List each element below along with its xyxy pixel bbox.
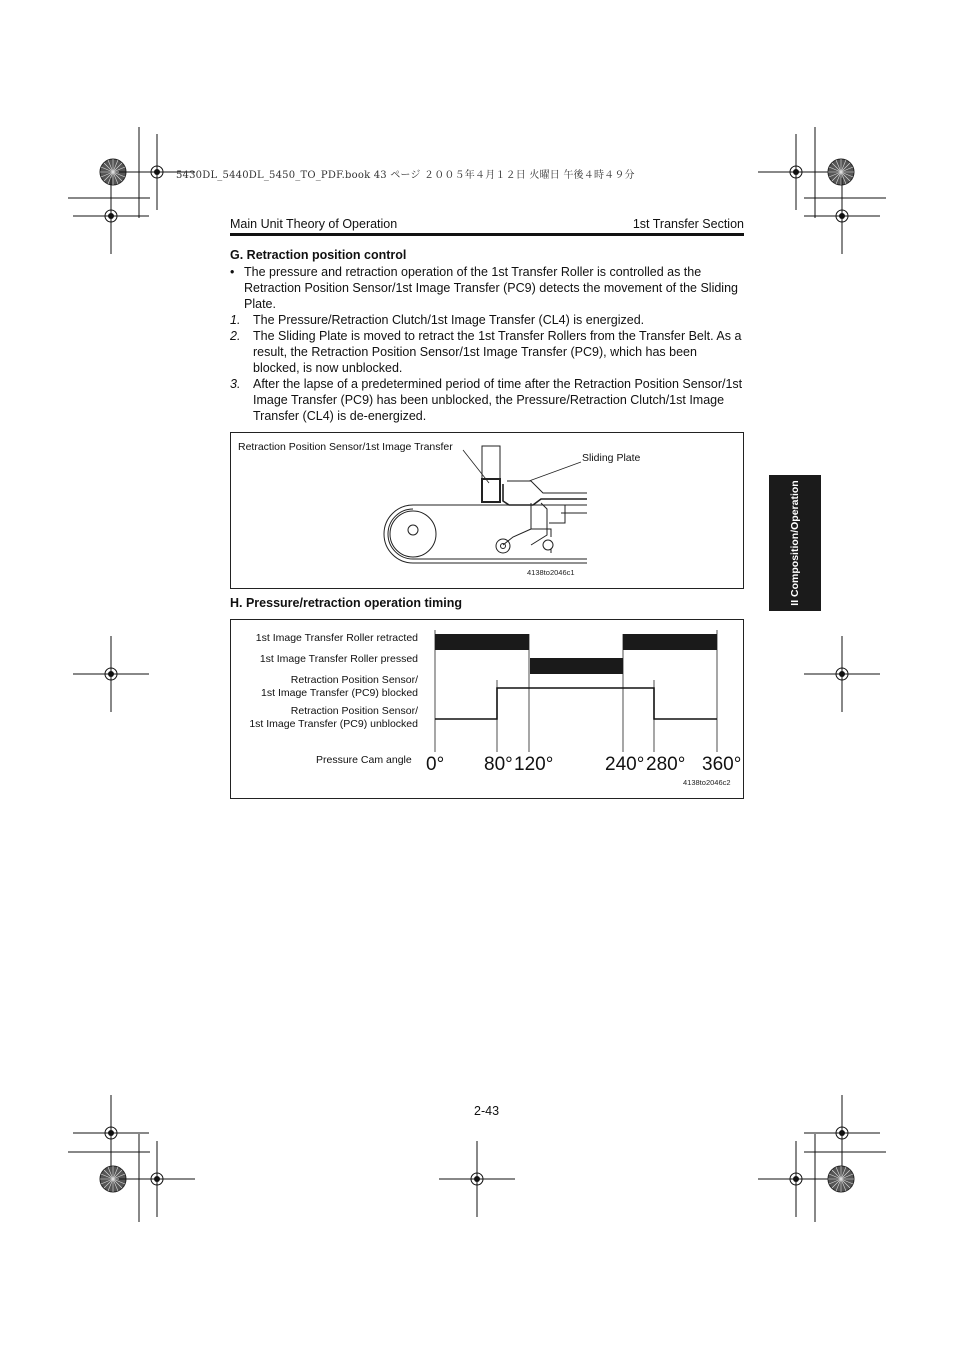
row-blocked-line-2: 1st Image Transfer (PC9) blocked <box>261 687 418 699</box>
pressed-bar <box>530 658 623 674</box>
figure-2-id: 4138to2046c2 <box>683 778 731 787</box>
angle-tick-360: 360° <box>702 754 742 775</box>
row-blocked-label <box>261 674 418 700</box>
figure-1-id: 4138to2046c1 <box>527 568 575 577</box>
sensor-waveform <box>435 688 717 719</box>
side-tab-label: II Composition/Operation <box>789 480 801 606</box>
bullet-item <box>230 264 744 312</box>
side-tab <box>769 475 821 611</box>
row-unblocked-label <box>249 705 418 731</box>
bullet-text: The pressure and retraction operation of the 1st Transfer Roller is controlled as the Retraction Position Sensor/1st Image Transfer (PC9) detects the movement of the Sliding Plate. <box>244 265 738 311</box>
step-2-text: The Sliding Plate is moved to retract the 1st Transfer Rollers from the Transfer Belt. As a result, the Retraction Position Sensor/1st Image Transfer (PC9), which has been blocked, is now unblocked. <box>253 329 742 375</box>
section-g-heading: G. Retraction position control <box>230 248 407 262</box>
step-1-text: The Pressure/Retraction Clutch/1st Image Transfer (CL4) is energized. <box>253 313 645 327</box>
bullet-mark: • <box>230 265 235 279</box>
retracted-bar-1 <box>435 634 529 650</box>
page-number: 2-43 <box>474 1104 500 1118</box>
section-h-heading: H. Pressure/retraction operation timing <box>230 596 462 610</box>
step-2-number: 2. <box>230 329 241 343</box>
row-blocked-line-1: Retraction Position Sensor/ <box>290 674 418 686</box>
header-rule <box>230 233 744 236</box>
mechanism-figure <box>230 432 744 589</box>
section-g-body <box>230 264 744 424</box>
timing-chart-figure <box>230 619 744 799</box>
retracted-bar-2 <box>623 634 717 650</box>
header-right: 1st Transfer Section <box>632 217 744 231</box>
angle-tick-240: 240° <box>605 754 645 775</box>
step-1 <box>230 312 744 328</box>
cam-angle-label: Pressure Cam angle <box>316 754 412 766</box>
angle-tick-280: 280° <box>646 754 686 775</box>
step-3-text: After the lapse of a predetermined period of time after the Retraction Position Sensor/1st Image Transfer (PC9) has been unblocked, the Pressure/Retraction Clutch/1st Image Transfer (CL4) is de-energized. <box>253 377 743 423</box>
row-unblocked-line-1: Retraction Position Sensor/ <box>290 705 418 717</box>
row-retracted-label: 1st Image Transfer Roller retracted <box>255 632 418 644</box>
header-left: Main Unit Theory of Operation <box>230 217 398 231</box>
sliding-plate-label: Sliding Plate <box>582 452 641 464</box>
row-pressed-label: 1st Image Transfer Roller pressed <box>259 653 418 665</box>
step-3 <box>230 376 744 424</box>
step-3-number: 3. <box>230 377 241 391</box>
sensor-label: Retraction Position Sensor/1st Image Transfer <box>238 441 453 453</box>
angle-tick-0: 0° <box>426 754 445 775</box>
angle-tick-120: 120° <box>514 754 554 775</box>
mechanism-drawing <box>231 433 743 588</box>
step-2 <box>230 328 744 376</box>
step-1-number: 1. <box>230 313 241 327</box>
row-unblocked-line-2: 1st Image Transfer (PC9) unblocked <box>249 718 418 730</box>
print-info-line: 5430DL_5440DL_5450_TO_PDF.book 43 ページ ２００５年４月１２日 火曜日 午後４時４９分 <box>176 170 635 181</box>
angle-tick-80: 80° <box>484 754 513 775</box>
